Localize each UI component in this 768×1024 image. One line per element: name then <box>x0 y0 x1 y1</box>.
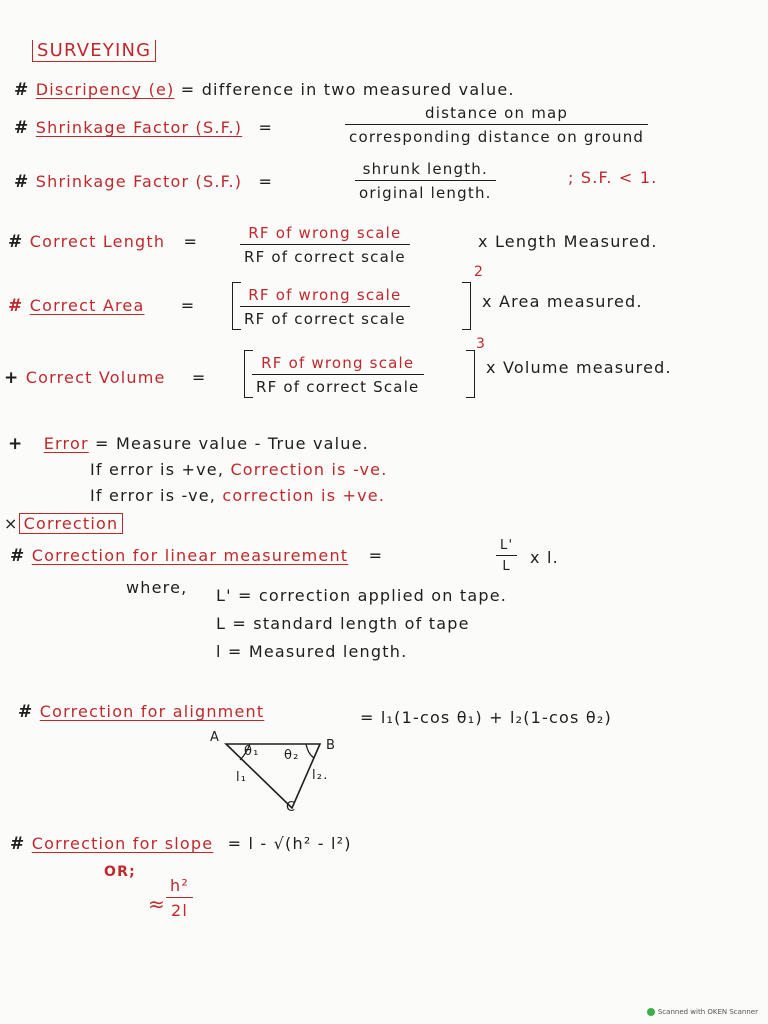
correct-area-rhs: x Area measured. <box>482 292 643 311</box>
sf-shrunk-fraction: shrunk length. original length. <box>355 160 496 202</box>
slope-approx: ≈ <box>148 892 166 916</box>
correction-heading: × Correction <box>4 514 123 533</box>
correct-length-rhs: x Length Measured. <box>478 232 658 251</box>
volume-power: 3 <box>476 336 487 352</box>
linear-fraction: $\frac{L'}{L}$ <box>496 538 517 574</box>
slope-label: Correction for slope <box>31 834 214 853</box>
sf-map-label: Shrinkage Factor (S.F.) <box>35 118 243 137</box>
linear-def-measured: l = Measured length. <box>216 642 408 661</box>
discrepancy-definition: = difference in two measured value. <box>180 80 515 99</box>
linear-rhs: x l. <box>530 548 559 567</box>
correct-length-fraction: RF of wrong scale RF of correct scale <box>240 224 410 266</box>
error-case-negative: If error is -ve, correction is +ve. <box>90 486 386 505</box>
l2-label: l₂. <box>312 768 329 783</box>
vertex-b-label: B <box>326 738 337 753</box>
error-definition: = Measure value - True value. <box>95 434 369 453</box>
theta2-label: θ₂ <box>284 748 300 763</box>
correct-length-label: Correct Length <box>29 232 166 251</box>
linear-label: Correction for linear measurement <box>31 546 349 565</box>
correct-volume-fraction: RF of wrong scale RF of correct Scale <box>252 354 424 396</box>
theta1-label: θ₁ <box>244 744 260 759</box>
slope-approx-fraction: $\frac{\text{h²}}{2l}$ <box>166 876 193 920</box>
area-power: 2 <box>474 264 485 280</box>
sf-map-line: # Shrinkage Factor (S.F.) = <box>14 118 274 138</box>
sf-map-fraction: distance on map corresponding distance on ground <box>345 104 648 146</box>
vertex-c-label: C <box>286 800 297 815</box>
linear-def-correction: L' = correction applied on tape. <box>216 586 508 605</box>
correct-area-fraction: RF of wrong scale RF of correct scale <box>240 286 410 328</box>
slope-rhs: = l - √(h² - l²) <box>227 834 352 853</box>
alignment-rhs: = l₁(1-cos θ₁) + l₂(1-cos θ₂) <box>360 708 612 727</box>
page-title: SURVEYING <box>32 40 156 61</box>
correct-volume-line: + Correct Volume = <box>4 368 207 388</box>
discrepancy-line: # Discripency (e) = difference in two measured value. <box>14 80 515 100</box>
correct-volume-rhs: x Volume measured. <box>486 358 672 377</box>
discrepancy-label: Discripency (e) <box>35 80 175 99</box>
alignment-label: Correction for alignment <box>39 702 265 721</box>
linear-def-standard: L = standard length of tape <box>216 614 470 633</box>
error-label: Error <box>43 434 89 453</box>
correct-length-line: # Correct Length = <box>8 232 199 252</box>
linear-where: where, <box>126 578 188 597</box>
volume-bracket-right <box>466 350 475 398</box>
error-case-positive: If error is +ve, Correction is -ve. <box>90 460 388 479</box>
linear-line: # Correction for linear measurement = <box>10 546 384 566</box>
alignment-line: # Correction for alignment <box>18 702 265 722</box>
error-line: + Error = Measure value - True value. <box>8 434 369 454</box>
scanner-logo-icon <box>647 1008 655 1016</box>
sf-shrunk-note: ; S.F. < 1. <box>568 168 658 187</box>
sf-shrunk-label: Shrinkage Factor (S.F.) <box>35 172 243 191</box>
scanner-watermark: Scanned with OKEN Scanner <box>647 1008 758 1016</box>
correct-volume-label: Correct Volume <box>25 368 166 387</box>
correct-area-line: # Correct Area = <box>8 296 196 316</box>
l1-label: l₁ <box>236 770 248 785</box>
sf-shrunk-line: # Shrinkage Factor (S.F.) = <box>14 172 274 192</box>
vertex-a-label: A <box>210 730 221 745</box>
slope-line: # Correction for slope = l - √(h² - l²) <box>10 834 352 854</box>
slope-or: OR; <box>104 864 136 880</box>
area-bracket-right <box>462 282 471 330</box>
correct-area-label: Correct Area <box>29 296 145 315</box>
